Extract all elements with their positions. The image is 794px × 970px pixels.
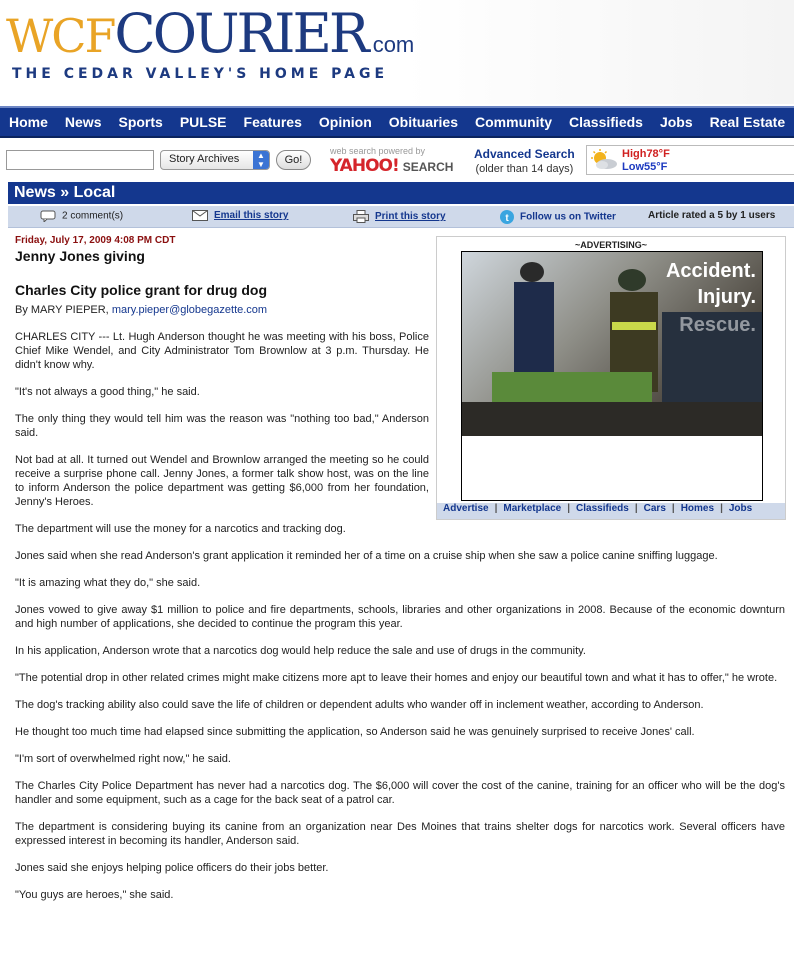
site-tagline: THE CEDAR VALLEY'S HOME PAGE xyxy=(12,66,389,82)
ad-banner[interactable] xyxy=(461,251,763,501)
ad-text-injury: Injury. xyxy=(697,286,756,308)
comments-link[interactable] xyxy=(40,210,123,222)
weather-high: High78°F xyxy=(622,148,670,160)
advanced-search-title: Advanced Search xyxy=(474,147,575,161)
ad-text-accident: Accident. xyxy=(665,260,756,282)
partly-cloudy-icon xyxy=(590,149,618,171)
advanced-search-link[interactable] xyxy=(474,147,575,175)
nav-item-community[interactable]: Community xyxy=(475,114,553,130)
email-story-label: Email this story xyxy=(214,210,289,222)
ad-link-homes[interactable]: Homes xyxy=(680,503,715,514)
nav-item-real-estate[interactable]: Real Estate xyxy=(709,114,786,130)
site-logo[interactable] xyxy=(6,2,414,65)
paragraph: Jones said she enjoys helping police officers do their jobs better. xyxy=(15,862,329,874)
weather-low: Low55°F xyxy=(622,161,668,173)
ad-rescue-photo xyxy=(462,252,762,436)
logo-courier: COURIER xyxy=(114,2,367,65)
svg-text:t: t xyxy=(505,213,509,224)
search-input[interactable] xyxy=(6,150,154,170)
ad-link-separator: | xyxy=(671,503,675,514)
ad-links-bar xyxy=(437,503,785,519)
section-header: News » Local xyxy=(8,182,794,204)
paragraph: Jones vowed to give away $1 million to police and fire departments, schools, libraries and other organizations in 2008. Because of the economic downturn and high number of applications, she decided to continue the program this year. xyxy=(15,604,785,630)
masthead-gradient xyxy=(404,0,794,104)
paragraph: The department will use the money for a narcotics and tracking dog. xyxy=(15,523,346,535)
go-button[interactable]: Go! xyxy=(276,150,311,170)
print-story-link[interactable] xyxy=(353,210,446,223)
nav-item-pulse[interactable]: PULSE xyxy=(179,114,227,130)
print-story-label: Print this story xyxy=(375,211,446,223)
article-headline: Charles City police grant for drug dog xyxy=(15,282,268,298)
article-byline xyxy=(15,303,429,317)
search-bar xyxy=(0,140,794,180)
printer-icon xyxy=(353,210,369,223)
yahoo-search-logo[interactable] xyxy=(330,146,460,176)
paragraph: The only thing they would tell him was the reason was "nothing too bad," Anderson said. xyxy=(15,413,429,439)
paragraph: "It's not always a good thing," he said. xyxy=(15,386,200,398)
article-kicker: Jenny Jones giving xyxy=(15,248,145,264)
nav-item-obituaries[interactable]: Obituaries xyxy=(388,114,459,130)
powered-by-text: web search powered by xyxy=(330,146,426,156)
article-rating: Article rated a 5 by 1 users xyxy=(648,210,776,221)
nav-item-features[interactable]: Features xyxy=(243,114,302,130)
weather-widget[interactable] xyxy=(586,145,794,175)
byline-email-link[interactable]: mary.pieper@globegazette.com xyxy=(111,304,268,316)
paragraph: The Charles City Police Department has never had a narcotics dog. The $6,000 will cover the cost of the canine, training for an officer who will be the dog's handler and some equipment, such as a cage for the back seat of a patrol car. xyxy=(15,780,785,806)
archive-select[interactable] xyxy=(160,150,270,170)
logo-dotcom: .com xyxy=(366,32,415,57)
ad-link-separator: | xyxy=(720,503,723,514)
yahoo-brand: YAHOO! xyxy=(330,156,399,176)
twitter-icon xyxy=(500,210,514,224)
byline-author: By MARY PIEPER, xyxy=(15,304,109,316)
envelope-icon xyxy=(192,210,208,221)
ad-link-marketplace[interactable]: Marketplace xyxy=(503,503,562,514)
paragraph: "You guys are heroes," she said. xyxy=(15,889,174,901)
ad-link-cars[interactable]: Cars xyxy=(643,503,666,514)
ad-link-separator: | xyxy=(634,503,638,514)
advertising-box xyxy=(436,236,786,520)
nav-item-classifieds[interactable]: Classifieds xyxy=(569,114,643,130)
nav-item-jobs[interactable]: Jobs xyxy=(659,114,693,130)
paragraph: He thought too much time had elapsed since submitting the application, so Anderson said he was genuinely surprised to receive Jones' call. xyxy=(15,726,695,738)
article-tools-bar xyxy=(8,206,794,228)
main-nav xyxy=(0,106,794,138)
ad-link-advertise[interactable]: Advertise xyxy=(443,503,489,514)
yahoo-search-text: SEARCH xyxy=(402,160,454,174)
article-date: Friday, July 17, 2009 4:08 PM CDT xyxy=(15,235,176,246)
paragraph: In his application, Anderson wrote that a narcotics dog would help reduce the sale and use of drugs in the community. xyxy=(15,645,586,657)
ad-link-jobs[interactable]: Jobs xyxy=(728,503,753,514)
nav-item-home[interactable]: Home xyxy=(9,114,48,130)
comments-count: 2 comment(s) xyxy=(62,210,124,222)
logo-wcf: WCF xyxy=(6,9,115,63)
paragraph: The dog's tracking ability also could save the life of children or dependent adults who wander off in inclement weather, according to Anderson. xyxy=(15,699,704,711)
comment-icon xyxy=(40,210,56,222)
ad-text-rescue: Rescue. xyxy=(679,314,756,336)
select-arrows-icon: ▲ ▼ xyxy=(253,151,269,169)
paragraph: "I'm sort of overwhelmed right now," he said. xyxy=(15,753,231,765)
paragraph: "It is amazing what they do," she said. xyxy=(15,577,201,589)
ad-link-classifieds[interactable]: Classifieds xyxy=(576,503,629,514)
ad-link-separator: | xyxy=(567,503,571,514)
nav-item-opinion[interactable]: Opinion xyxy=(318,114,372,130)
twitter-label: Follow us on Twitter xyxy=(520,211,616,223)
advanced-search-sub: (older than 14 days) xyxy=(475,163,574,175)
paragraph: Jones said when she read Anderson's grant application it reminded her of a time on a cruise ship when she saw a police canine sniffing luggage. xyxy=(15,550,718,562)
advertising-label: ~ADVERTISING~ xyxy=(574,240,648,250)
paragraph: "The potential drop in other related crimes might make citizens more apt to leave their homes and enjoy our beautiful town and what it has to offer," he wrote. xyxy=(15,672,778,684)
email-story-link[interactable] xyxy=(192,210,288,221)
archive-select-value: Story Archives xyxy=(169,153,240,165)
paragraph: CHARLES CITY --- Lt. Hugh Anderson thought he was meeting with his boss, Police Chief Mike Wendel, and City Administrator Tom Brownlow at 3 p.m. Thursday. He didn't know why. xyxy=(15,331,429,371)
masthead xyxy=(0,0,794,104)
nav-item-news[interactable]: News xyxy=(64,114,102,130)
paragraph: The department is considering buying its canine from an organization near Des Moines that trains shelter dogs for narcotics work. Several officers have expressed interest in becoming its handler, Anderson said. xyxy=(15,821,785,847)
ad-link-separator: | xyxy=(494,503,498,514)
twitter-link[interactable] xyxy=(500,210,616,224)
paragraph: Not bad at all. It turned out Wendel and Brownlow arranged the meeting so he could receive a surprise phone call. Jenny Jones, a former talk show host, was on the line to inform Anderson the police department was getting $6,000 from her foundation, Jenny's Heroes. xyxy=(15,454,429,508)
nav-item-sports[interactable]: Sports xyxy=(118,114,163,130)
